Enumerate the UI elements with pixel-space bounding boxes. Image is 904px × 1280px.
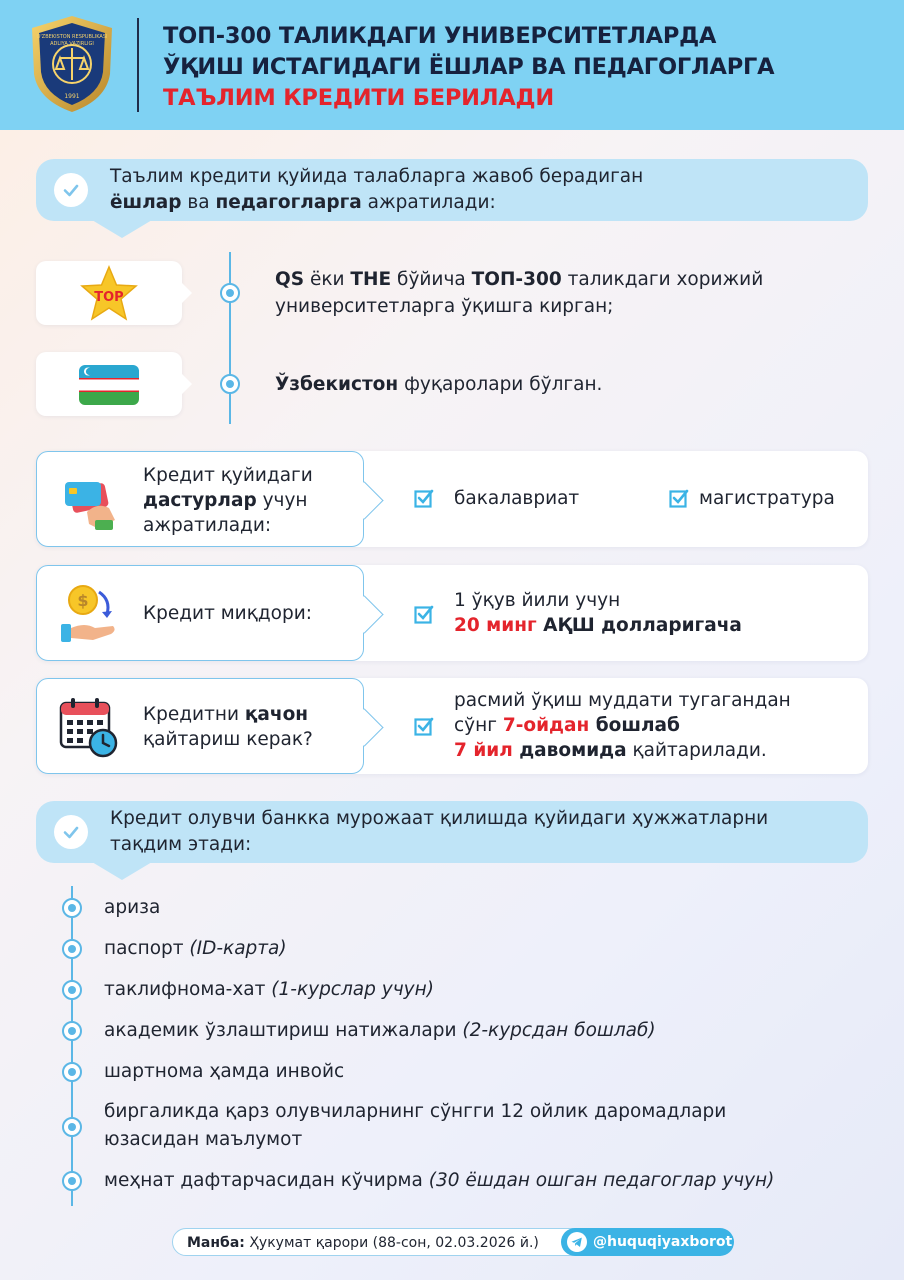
- amount-value: 1 ўқув йили учун 20 минг АҚШ долларигача: [454, 590, 742, 636]
- documents-intro-text: Кредит олувчи банкка мурожаат қилишда қуйидаги ҳужжатларни тақдим этади:: [110, 808, 769, 855]
- list-dot: [62, 1021, 82, 1041]
- programs-card: [36, 451, 868, 547]
- list-item: ариза: [104, 897, 161, 918]
- program-master: магистратура: [699, 488, 835, 509]
- criterion-top300: QS ёки THE бўйича ТОП-300 таликдаги хорижий университетларга ўқишга кирган;: [275, 269, 764, 317]
- list-dot: [62, 939, 82, 959]
- repay-card: [36, 678, 868, 774]
- timeline-dot: [220, 283, 240, 303]
- amount-card: [36, 565, 868, 661]
- svg-text:$: $: [77, 591, 89, 610]
- svg-text:ADLIYA VAZIRLIGI: ADLIYA VAZIRLIGI: [50, 41, 94, 47]
- calendar-clock-icon: [57, 695, 121, 759]
- header-bar: [0, 0, 904, 130]
- svg-text:O'ZBEKISTON RESPUBLIKASI: O'ZBEKISTON RESPUBLIKASI: [36, 34, 108, 40]
- source-footer: [172, 1228, 732, 1256]
- list-item: таклифнома-хат (1-курслар учун): [104, 979, 434, 1000]
- criteria-timeline: [229, 252, 231, 424]
- checkbox-checked-icon: [414, 604, 434, 624]
- page-title: [163, 21, 893, 114]
- list-dot: [62, 898, 82, 918]
- amount-label-box: [36, 565, 364, 661]
- credit-card-hand-icon: [57, 468, 121, 532]
- svg-text:1991: 1991: [64, 93, 80, 100]
- intro-banner: [36, 159, 868, 221]
- list-item: академик ўзлаштириш натижалари (2-курсдан бошлаб): [104, 1020, 656, 1041]
- repay-value: расмий ўқиш муддати тугагандан сўнг 7-ойдан бошлаб 7 йил давомида қайтарилади.: [454, 690, 791, 761]
- repay-label: Кредитни қачон қайтариш керак?: [143, 704, 313, 750]
- telegram-channel-link[interactable]: [561, 1228, 734, 1256]
- documents-banner: [36, 801, 868, 863]
- check-circle-icon: [54, 173, 88, 207]
- top-star-icon: [79, 265, 139, 323]
- checkbox-checked-icon: [669, 488, 689, 508]
- source-text: Манба: Ҳукумат қарори (88-сон, 02.03.2026 й.): [187, 1235, 539, 1251]
- title-line-1: ТОП-300 ТАЛИКДАГИ УНИВЕРСИТЕТЛАРДА: [163, 23, 717, 49]
- coin-hand-icon: [57, 582, 121, 646]
- list-item: шартнома ҳамда инвойс: [104, 1061, 345, 1082]
- checkbox-checked-icon: [414, 488, 434, 508]
- list-dot: [62, 1117, 82, 1137]
- programs-label-box: [36, 451, 364, 547]
- list-item: биргаликда қарз олувчиларнинг сўнгги 12 ойлик даромадлари юзасидан маълумот: [104, 1101, 727, 1150]
- amount-label: Кредит миқдори:: [143, 603, 312, 624]
- documents-timeline: [71, 886, 73, 1206]
- program-bachelor: бакалавриат: [454, 488, 580, 509]
- criteria-icon-box-top: [36, 261, 182, 325]
- timeline-dot: [220, 374, 240, 394]
- list-dot: [62, 1062, 82, 1082]
- uzbekistan-flag-icon: [79, 365, 139, 405]
- list-dot: [62, 1171, 82, 1191]
- programs-label: Кредит қуйидаги дастурлар учун ажратилади:: [143, 465, 313, 536]
- telegram-handle: @huquqiyaxborot: [593, 1233, 733, 1250]
- list-item: паспорт (ID-карта): [104, 938, 287, 959]
- list-item: меҳнат дафтарчасидан кўчирма (30 ёшдан ошган педагоглар учун): [104, 1170, 775, 1191]
- criterion-citizenship: Ўзбекистон фуқаролари бўлган.: [275, 374, 603, 395]
- ministry-emblem-icon: [26, 14, 118, 114]
- title-line-2: ЎҚИШ ИСТАГИДАГИ ЁШЛАР ВА ПЕДАГОГЛАРГА: [163, 54, 775, 80]
- intro-text: Таълим кредити қуйида талабларга жавоб берадиган ёшлар ва педагогларга ажратилади:: [110, 166, 644, 213]
- checkbox-checked-icon: [414, 716, 434, 736]
- criteria-icon-box-flag: [36, 352, 182, 416]
- list-dot: [62, 980, 82, 1000]
- repay-label-box: [36, 678, 364, 774]
- telegram-icon: [567, 1232, 587, 1252]
- header-divider: [137, 18, 139, 112]
- svg-text:TOP: TOP: [94, 290, 124, 305]
- title-line-3: ТАЪЛИМ КРЕДИТИ БЕРИЛАДИ: [163, 85, 554, 111]
- check-circle-icon: [54, 815, 88, 849]
